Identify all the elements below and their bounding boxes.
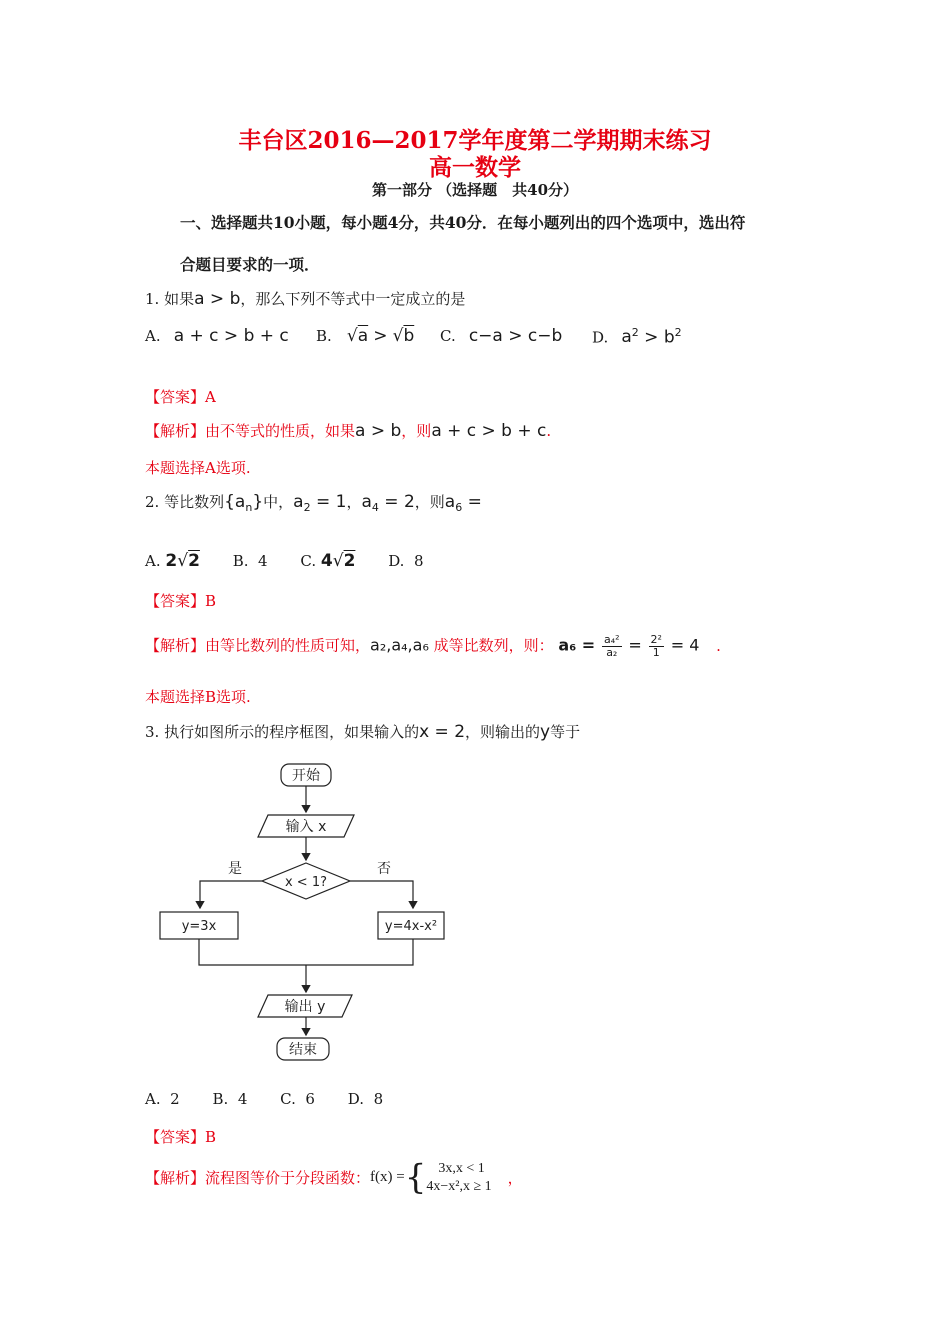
flow-yes-label: 是 bbox=[228, 861, 242, 877]
q1-conclusion: 本题选择A选项. bbox=[145, 459, 251, 477]
q2-option-a: A. 2√2 bbox=[145, 551, 200, 571]
q1-option-c: C. c−a > c−b bbox=[440, 326, 563, 346]
sqrt-symbol: √2 bbox=[332, 551, 356, 571]
flow-no-label: 否 bbox=[377, 861, 391, 877]
q1-option-b: B. √a > √b bbox=[316, 326, 415, 346]
q2-answer: 【答案】B bbox=[145, 592, 217, 610]
instructions-line1: 一、选择题共10小题，每小题4分，共40分．在每小题列出的四个选项中，选出符 bbox=[180, 213, 746, 232]
part-heading: 第一部分 （选择题 共40分） bbox=[371, 181, 579, 199]
flow-decision-label: x < 1? bbox=[284, 875, 328, 890]
flow-right-label: y=4x-x² bbox=[384, 919, 438, 934]
q3-stem: 3. 执行如图所示的程序框图，如果输入的x = 2，则输出的y等于 bbox=[145, 722, 581, 742]
fraction: $\frac{\text{a₄²}}{\text{a₂}}$ bbox=[603, 633, 620, 660]
q3-option-c: C. 6 bbox=[280, 1090, 315, 1108]
flow-end-label: 结束 bbox=[289, 1042, 317, 1058]
q3-option-a: A. 2 bbox=[145, 1090, 180, 1108]
sqrt-symbol: √2 bbox=[177, 551, 200, 571]
instructions-line2: 合题目要求的一项． bbox=[180, 255, 320, 274]
q2-stem: 2. 等比数列$\{a_n\}$中，$a_2 = 1$，$a_4 = 2$，则$a_6$ = bbox=[145, 492, 482, 514]
q2-option-d: D. 8 bbox=[388, 552, 424, 570]
sqrt-symbol: √b bbox=[392, 326, 415, 346]
flow-output-label: 输出 y bbox=[284, 999, 326, 1015]
q1-analysis: 【解析】由不等式的性质，如果a > b，则a + c > b + c. bbox=[145, 421, 552, 441]
q2-conclusion: 本题选择B选项. bbox=[145, 688, 251, 706]
piecewise-brace: { bbox=[404, 1157, 427, 1198]
fraction: $\frac{\text{2²}}{1}$ bbox=[650, 633, 662, 660]
q2-option-c: C. 4√2 bbox=[300, 551, 356, 571]
q3-option-b: B. 4 bbox=[212, 1090, 248, 1108]
q1-stem: 1. 如果a > b，那么下列不等式中一定成立的是 bbox=[145, 289, 466, 309]
program-flowchart bbox=[140, 755, 470, 1070]
q1-option-d: D. $a^2 > b^2$ bbox=[592, 326, 682, 348]
q3-answer: 【答案】B bbox=[145, 1128, 217, 1146]
q2-option-b: B. 4 bbox=[232, 552, 268, 570]
q2-analysis: 【解析】由等比数列的性质可知，a₂,a₄,a₆ 成等比数列，则： a₆ = $\frac{\text{a₄²}}{\text{a₂}}$ = $\frac{\text{2²}}{1}$ = 4 . bbox=[145, 633, 721, 660]
subject-title: 高一数学 bbox=[429, 154, 521, 181]
q3-option-d: D. 8 bbox=[347, 1090, 384, 1108]
q3-options bbox=[145, 1090, 383, 1108]
flow-input-label: 输入 x bbox=[285, 819, 327, 835]
piecewise-cases: 3x,x < 1 4x−x²,x ≥ 1 bbox=[426, 1161, 492, 1194]
q3-analysis: 【解析】流程图等价于分段函数：f(x) ={ 3x,x < 1 4x−x²,x ≥ 1 ， bbox=[145, 1157, 523, 1198]
flow-start-label: 开始 bbox=[292, 768, 320, 784]
flow-left-label: y=3x bbox=[181, 919, 217, 934]
q1-answer: 【答案】A bbox=[145, 388, 216, 406]
page-title: 丰台区2016—2017学年度第二学期期末练习 bbox=[238, 127, 712, 154]
q1-option-a: A. a + c > b + c bbox=[145, 326, 289, 346]
q2-options bbox=[145, 551, 424, 571]
sqrt-symbol: √a bbox=[346, 326, 369, 346]
